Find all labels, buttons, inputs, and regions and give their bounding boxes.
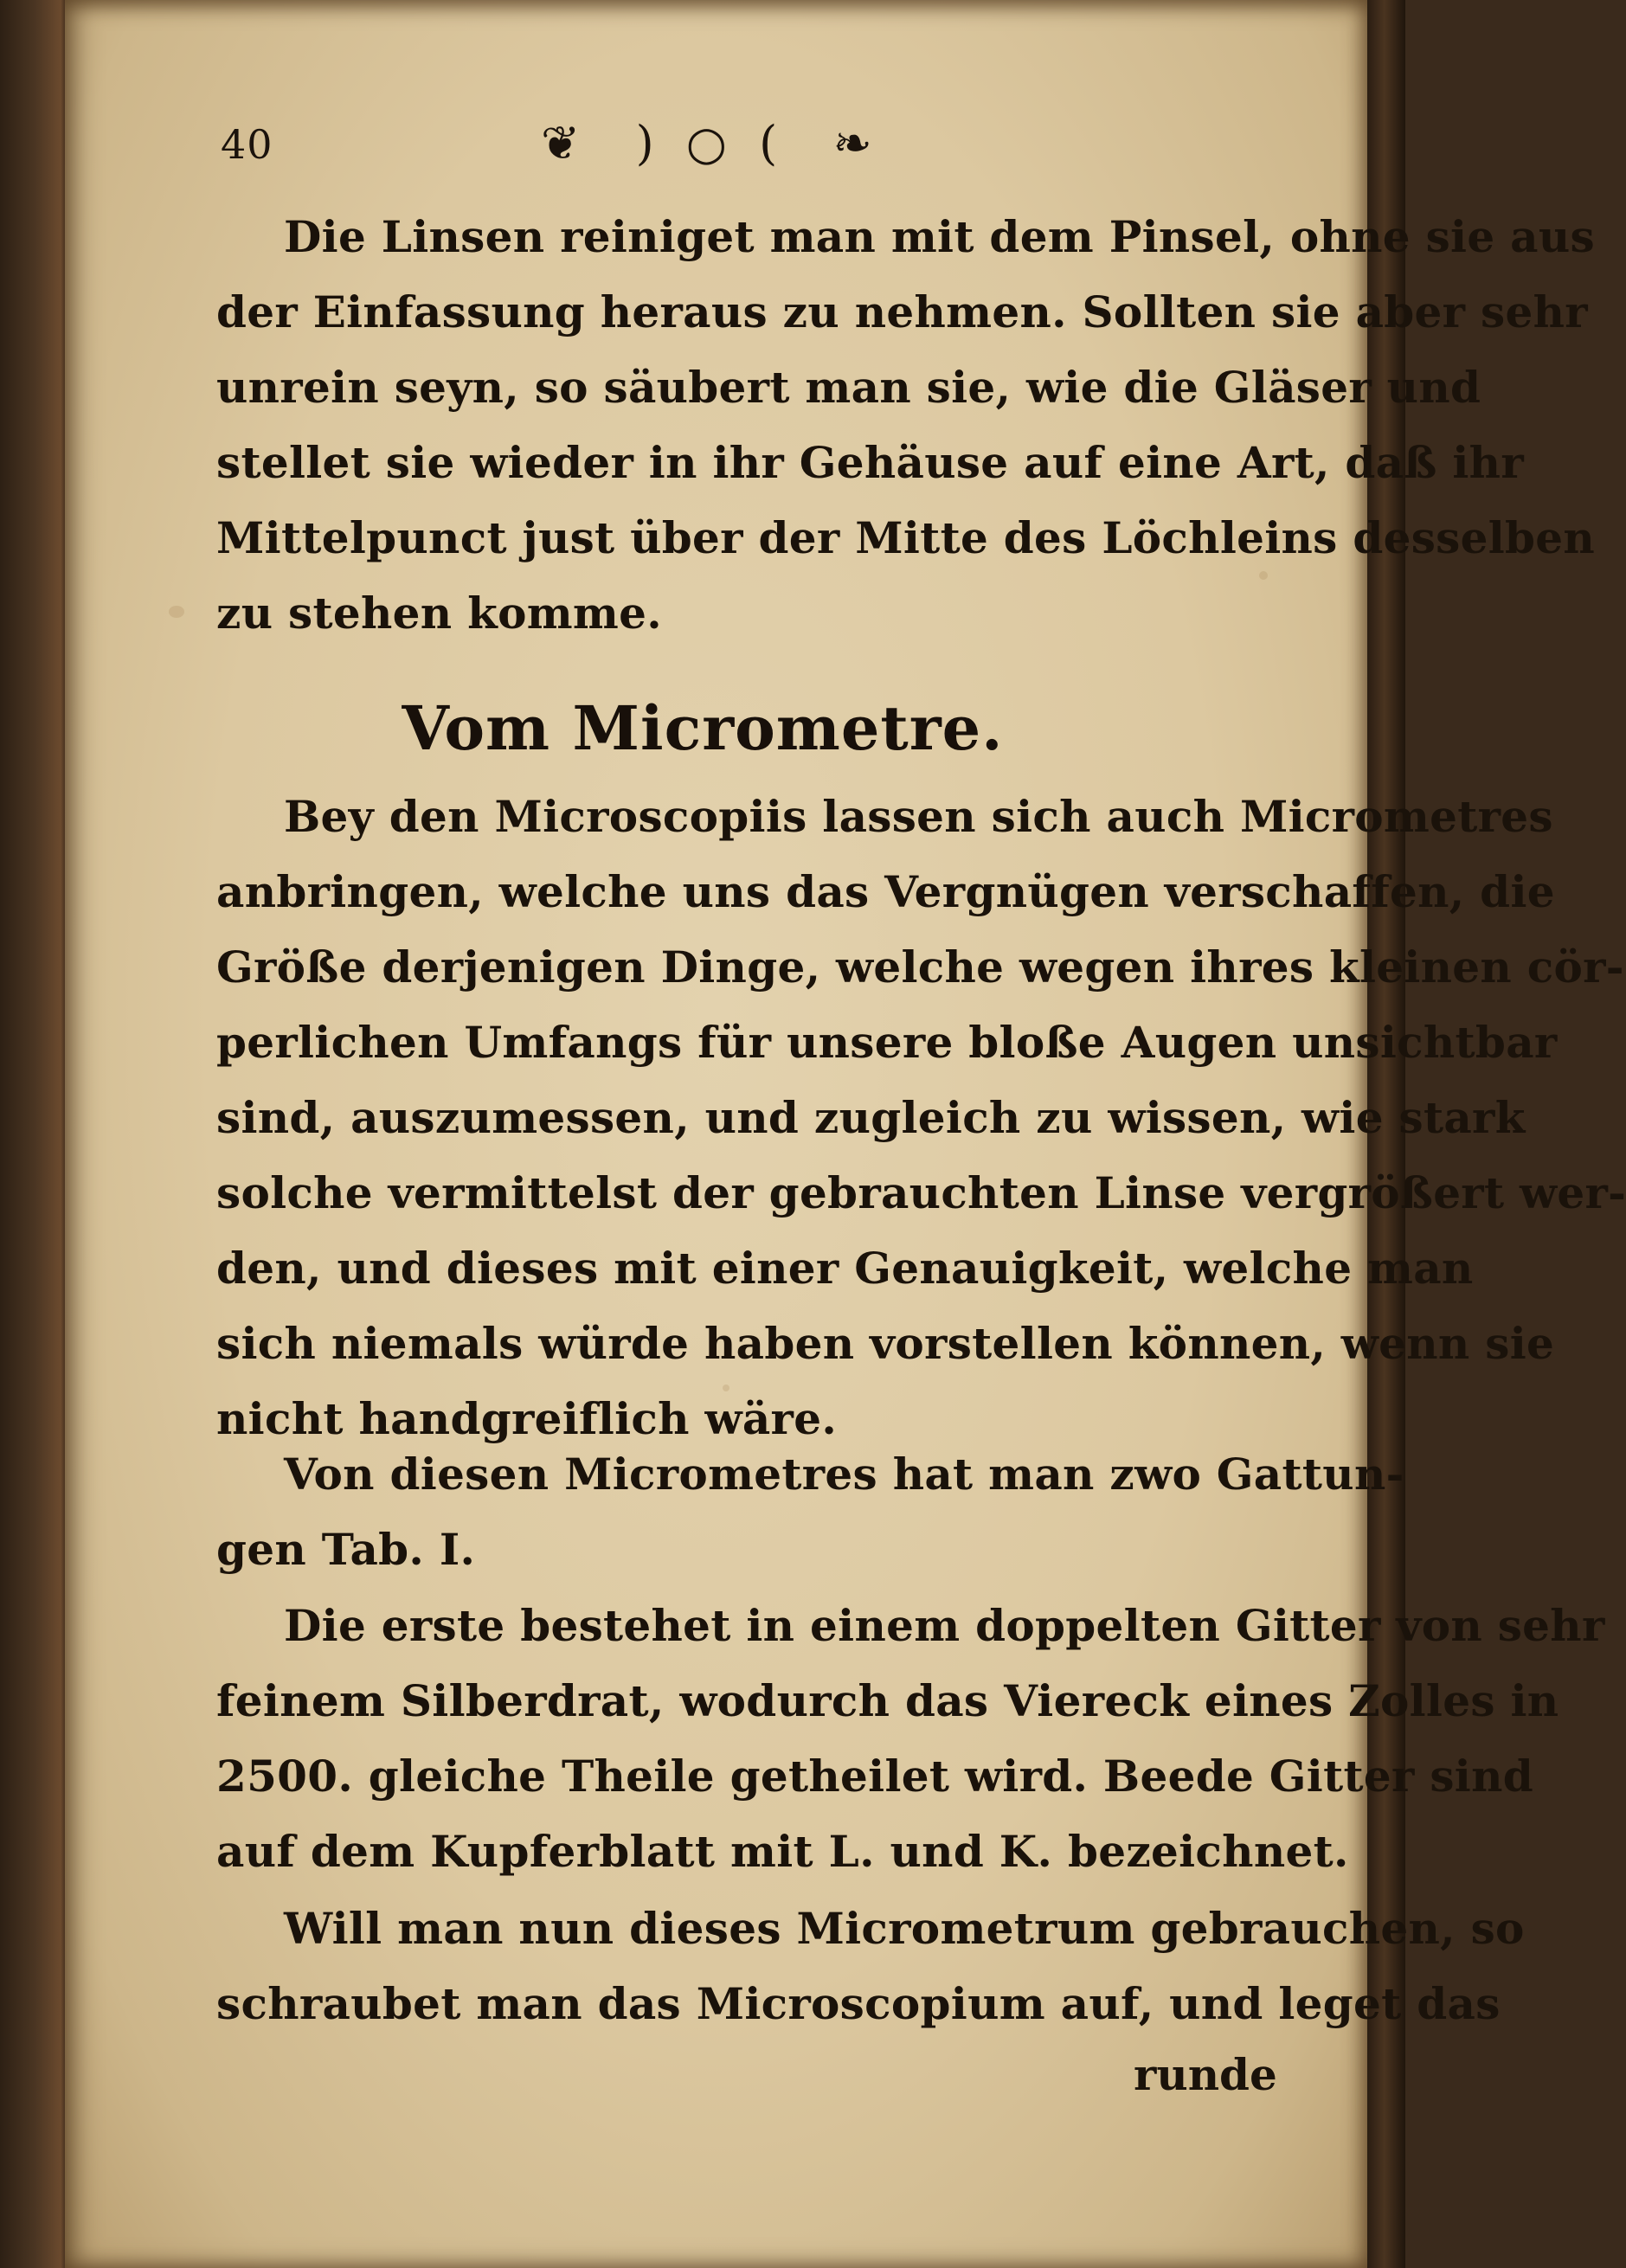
- text-line: gen Tab. I.: [216, 1524, 476, 1575]
- paragraph-first-kind: [216, 1588, 1605, 1889]
- text-line: auf dem Kupferblatt mit L. und K. bezeichnet.: [216, 1826, 1349, 1877]
- section-heading: Vom Micrometre.: [402, 692, 1004, 764]
- paper-spot: [169, 606, 184, 618]
- text-line: 2500. gleiche Theile getheilet wird. Beede Gitter sind: [216, 1751, 1533, 1802]
- paragraph-two-kinds: [216, 1436, 1404, 1587]
- text-line: anbringen, welche uns das Vergnügen verschaffen, die: [216, 866, 1555, 917]
- text-line: sich niemals würde haben vorstellen können, wenn sie: [216, 1318, 1555, 1369]
- text-line: schraubet man das Microscopium auf, und leget das: [216, 1978, 1501, 2029]
- paragraph-cleaning-lenses: [216, 199, 1596, 651]
- running-head-ornament: ❦ ) ○ ( ❧: [541, 116, 881, 170]
- paragraph-usage: [216, 1891, 1525, 2041]
- text-line: feinem Silberdrat, wodurch das Viereck eines Zolles in: [216, 1675, 1559, 1726]
- text-line: unrein seyn, so säubert man sie, wie die Gläser und: [216, 362, 1481, 413]
- text-line: Will man nun dieses Micrometrum gebrauchen, so: [284, 1903, 1525, 1954]
- paragraph-micrometre-intro: [216, 779, 1626, 1456]
- text-line: Mittelpunct just über der Mitte des Löchleins desselben: [216, 512, 1596, 563]
- text-line: Die Linsen reiniget man mit dem Pinsel, ohne sie aus: [284, 211, 1595, 262]
- text-line: stellet sie wieder in ihr Gehäuse auf eine Art, daß ihr: [216, 437, 1524, 488]
- text-line: Die erste bestehet in einem doppelten Gitter von sehr: [284, 1600, 1605, 1651]
- catchword: runde: [1134, 2049, 1277, 2100]
- text-line: solche vermittelst der gebrauchten Linse vergrößert wer-: [216, 1167, 1626, 1218]
- text-line: den, und dieses mit einer Genauigkeit, welche man: [216, 1243, 1474, 1294]
- text-line: zu stehen komme.: [216, 588, 662, 639]
- text-line: Größe derjenigen Dinge, welche wegen ihres kleinen cör-: [216, 941, 1624, 993]
- page-number: 40: [221, 121, 273, 168]
- text-line: perlichen Umfangs für unsere bloße Augen unsichtbar: [216, 1017, 1558, 1068]
- running-head: [221, 116, 1259, 190]
- text-line: Von diesen Micrometres hat man zwo Gattun-: [284, 1449, 1404, 1500]
- text-line: sind, auszumessen, und zugleich zu wissen, wie stark: [216, 1092, 1526, 1143]
- text-line: nicht handgreiflich wäre.: [216, 1393, 838, 1444]
- text-line: Bey den Microscopiis lassen sich auch Micrometres: [284, 791, 1553, 842]
- text-line: der Einfassung heraus zu nehmen. Sollten sie aber sehr: [216, 286, 1588, 337]
